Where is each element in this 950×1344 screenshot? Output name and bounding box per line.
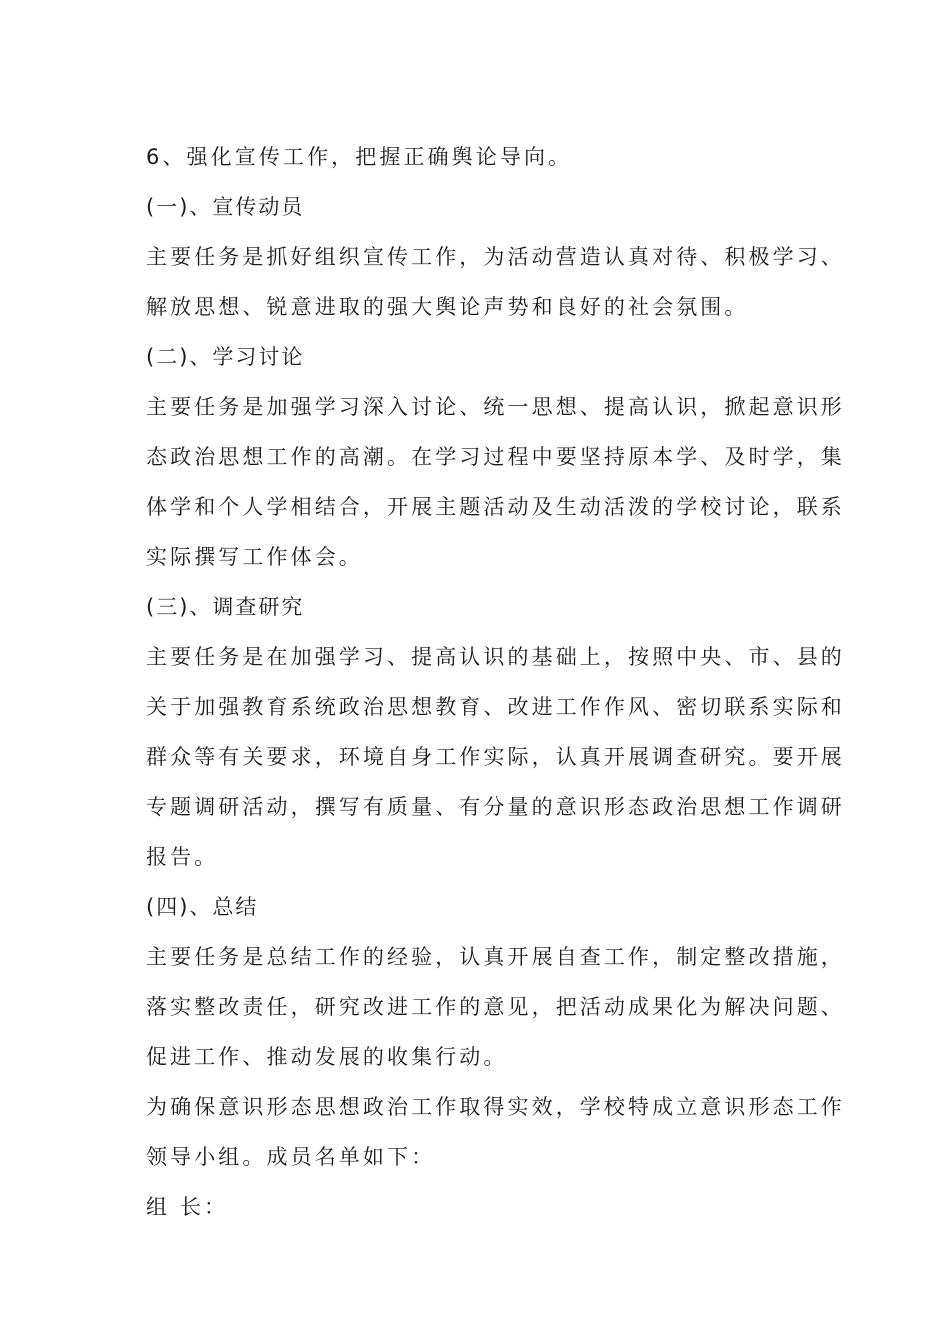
paragraph-line: 领导小组。成员名单如下：	[146, 1145, 436, 1169]
subsection-heading-4: (四)、总结	[146, 895, 259, 919]
document-body	[146, 132, 845, 1232]
paragraph-line: 解放思想、锐意进取的强大舆论声势和良好的社会氛围。	[146, 295, 749, 319]
paragraph-line: 促进工作、推动发展的收集行动。	[146, 1045, 508, 1069]
subsection-heading-2: (二)、学习讨论	[146, 345, 305, 369]
subsection-heading-3: (三)、调查研究	[146, 595, 305, 619]
paragraph-line: 态政治思想工作的高潮。在学习过程中要坚持原本学、及时学，集	[146, 445, 845, 469]
paragraph-line: 主要任务是总结工作的经验，认真开展自查工作，制定整改措施，	[146, 945, 845, 969]
paragraph-line: 主要任务是在加强学习、提高认识的基础上，按照中央、市、县的	[146, 645, 845, 669]
paragraph-line: 落实整改责任，研究改进工作的意见，把活动成果化为解决问题、	[146, 995, 845, 1019]
paragraph-line: 体学和个人学相结合，开展主题活动及生动活泼的学校讨论，联系	[146, 495, 845, 519]
paragraph-line: 为确保意识形态思想政治工作取得实效，学校特成立意识形态工作	[146, 1095, 845, 1119]
paragraph-line: 报告。	[146, 845, 219, 869]
paragraph-line: 实际撰写工作体会。	[146, 545, 363, 569]
paragraph-line: 主要任务是加强学习深入讨论、统一思想、提高认识，掀起意识形	[146, 395, 845, 419]
section-heading-6: 6、强化宣传工作，把握正确舆论导向。	[146, 145, 573, 169]
paragraph-line: 关于加强教育系统政治思想教育、改进工作作风、密切联系实际和	[146, 695, 845, 719]
paragraph-line: 群众等有关要求，环境自身工作实际，认真开展调查研究。要开展	[146, 745, 845, 769]
paragraph-line: 专题调研活动，撰写有质量、有分量的意识形态政治思想工作调研	[146, 795, 845, 819]
group-leader-label: 组 长：	[146, 1195, 229, 1219]
subsection-heading-1: (一)、宣传动员	[146, 195, 305, 219]
paragraph-line: 主要任务是抓好组织宣传工作，为活动营造认真对待、积极学习、	[146, 245, 845, 269]
